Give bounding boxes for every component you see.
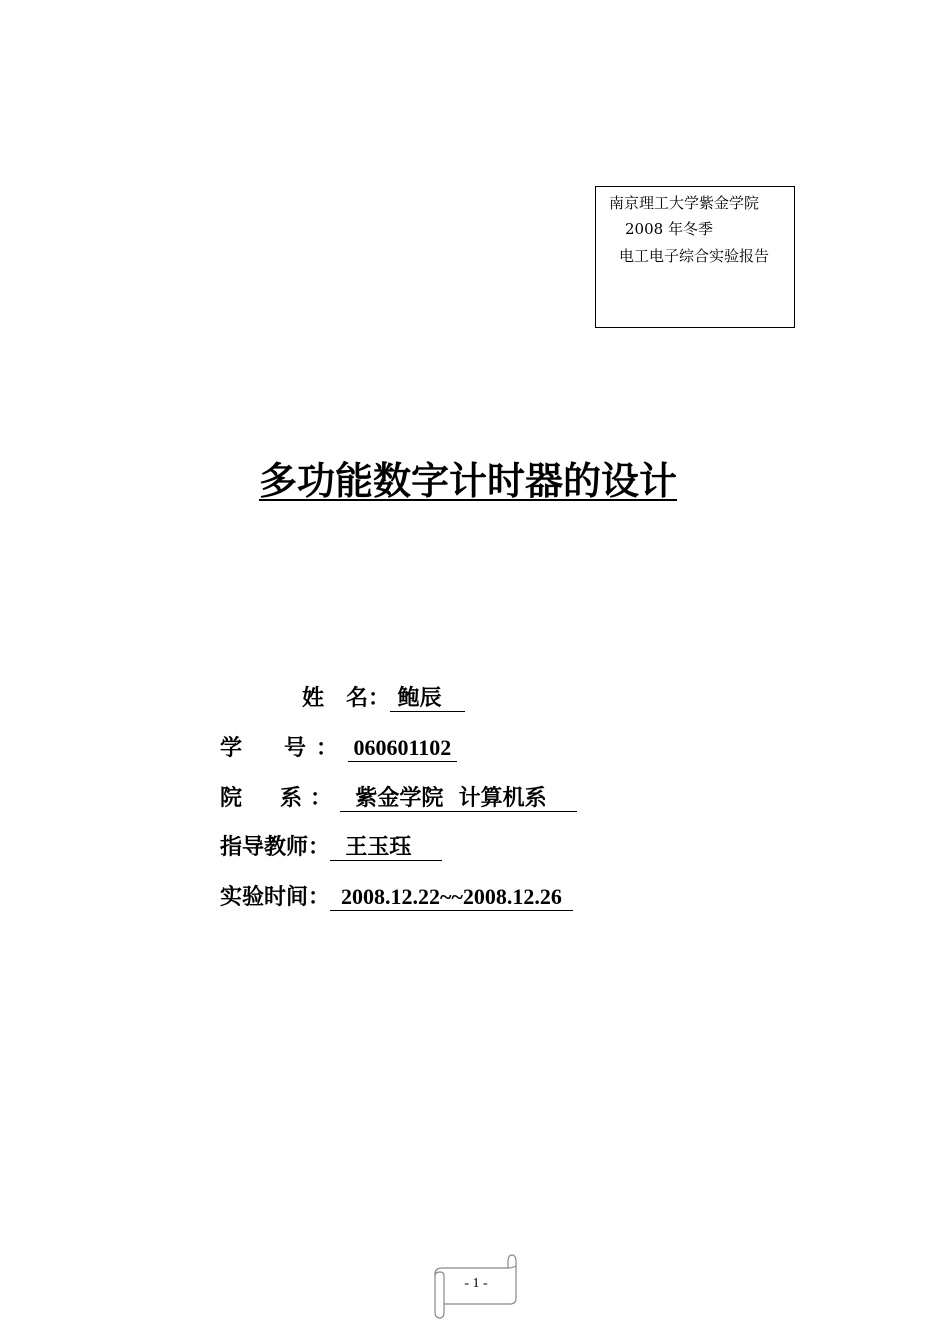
tutor-label: 指导教师：: [220, 834, 331, 860]
experiment-time-field: [220, 882, 573, 912]
department-value: 紫金学院 计算机系: [340, 785, 578, 811]
tutor-field: [220, 832, 442, 862]
page-footer-scroll: [432, 1254, 520, 1320]
experiment-time-value: 2008.12.22~~2008.12.26: [330, 884, 573, 909]
tutor-value: 王玉珏: [330, 834, 442, 860]
student-id-field: [220, 733, 457, 763]
semester: 2008 年冬季: [625, 220, 713, 238]
page-number: - 1 -: [464, 1276, 488, 1291]
student-id-label: 学 号：: [220, 735, 349, 761]
experiment-time-label: 实验时间：: [220, 884, 331, 910]
department-field: [220, 783, 577, 813]
school-name: 南京理工大学紫金学院: [609, 194, 760, 212]
student-name-label: 姓 名：: [302, 685, 391, 711]
student-name-value: 鲍辰: [390, 685, 465, 711]
report-header-box: [595, 186, 795, 328]
student-id-value: 060601102: [348, 735, 457, 760]
department-label: 院 系：: [220, 785, 341, 811]
report-title: 多功能数字计时器的设计: [259, 458, 678, 503]
student-name-field: [302, 683, 465, 713]
report-type: 电工电子综合实验报告: [619, 247, 770, 265]
